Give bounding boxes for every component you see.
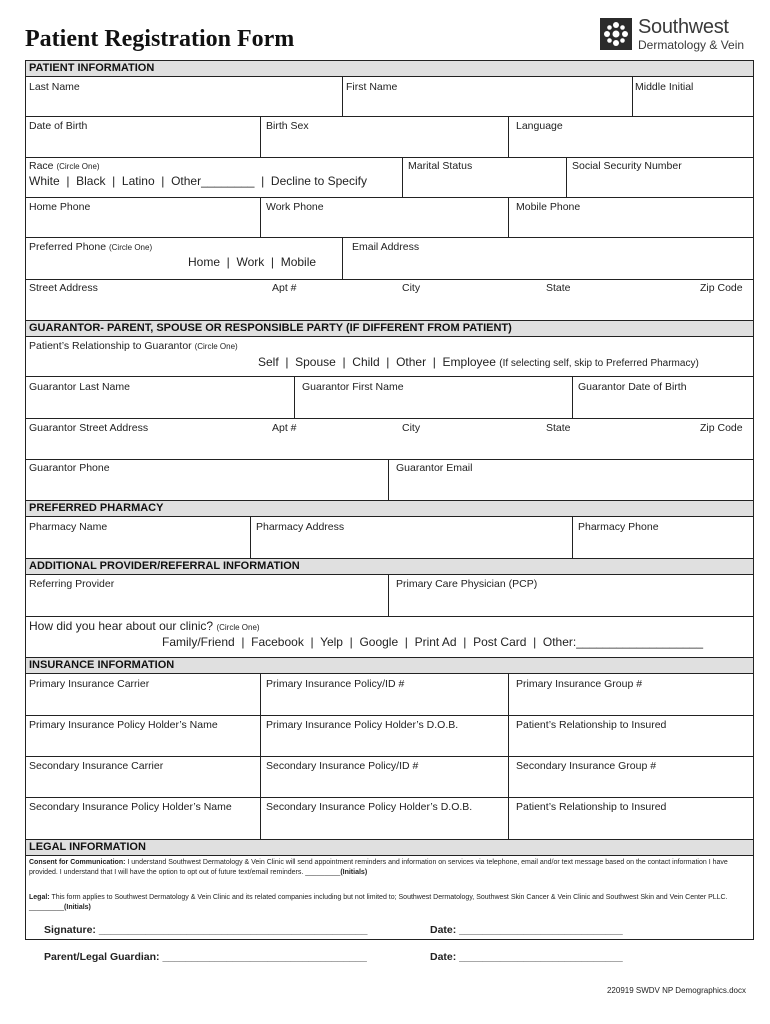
race-note: (Circle One) <box>56 162 100 171</box>
guarantor-phone-field[interactable]: Guarantor Phone <box>29 462 110 474</box>
preferred-phone-text: Preferred Phone <box>29 241 107 253</box>
pcp-field[interactable]: Primary Care Physician (PCP) <box>396 578 538 590</box>
consent-label: Consent for Communication: <box>29 859 126 866</box>
section-referral: ADDITIONAL PROVIDER/REFERRAL INFORMATION <box>26 559 753 574</box>
guarantor-street-field[interactable]: Guarantor Street Address <box>29 422 149 434</box>
home-phone-field[interactable]: Home Phone <box>29 201 91 213</box>
legal-label: Legal: <box>29 894 50 901</box>
section-guarantor: GUARANTOR- PARENT, SPOUSE OR RESPONSIBLE PARTY (IF DIFFERENT FROM PATIENT) <box>26 321 753 336</box>
apt-field[interactable]: Apt # <box>272 282 297 294</box>
guarantor-dob-field[interactable]: Guarantor Date of Birth <box>578 381 687 393</box>
pharmacy-phone-field[interactable]: Pharmacy Phone <box>578 521 659 533</box>
guardian-date-line[interactable]: Date: ____________________________ <box>430 951 623 963</box>
consent-body: I understand Southwest Dermatology & Vein Clinic will send appointment reminders and information on services via telephone, email and/or text message based on the contact information I have provided. I understand that I will have the option to opt out of future text/email reminders. _________ <box>29 859 728 876</box>
marital-status-field[interactable]: Marital Status <box>408 160 473 172</box>
secondary-group-field[interactable]: Secondary Insurance Group # <box>516 760 657 772</box>
relationship-note: (Circle One) <box>194 342 238 351</box>
section-legal: LEGAL INFORMATION <box>26 840 753 855</box>
brand-logo <box>598 16 758 56</box>
pharmacy-address-field[interactable]: Pharmacy Address <box>256 521 345 533</box>
relationship-options[interactable] <box>258 356 699 370</box>
brand-name: Southwest <box>638 16 729 38</box>
guarantor-city-field[interactable]: City <box>402 422 421 434</box>
preferred-phone-options[interactable]: Home | Work | Mobile <box>188 255 317 269</box>
referring-provider-field[interactable]: Referring Provider <box>29 578 115 590</box>
logo-mark-icon <box>600 18 632 50</box>
hear-about-note: (Circle One) <box>216 623 260 632</box>
primary-policy-field[interactable]: Primary Insurance Policy/ID # <box>266 678 405 690</box>
secondary-relationship-field[interactable]: Patient’s Relationship to Insured <box>516 801 667 813</box>
guarantor-apt-field[interactable]: Apt # <box>272 422 297 434</box>
consent-text <box>29 858 749 878</box>
hear-about-text: How did you hear about our clinic? <box>29 619 214 633</box>
zip-code-field[interactable]: Zip Code <box>700 282 743 294</box>
primary-group-field[interactable]: Primary Insurance Group # <box>516 678 643 690</box>
guarantor-last-name-field[interactable]: Guarantor Last Name <box>29 381 130 393</box>
pharmacy-name-field[interactable]: Pharmacy Name <box>29 521 108 533</box>
primary-holder-dob-field[interactable]: Primary Insurance Policy Holder’s D.O.B. <box>266 719 459 731</box>
document-footer: 220919 SWDV NP Demographics.docx <box>606 986 746 995</box>
language-field[interactable]: Language <box>516 120 563 132</box>
hear-about-label <box>29 620 260 634</box>
section-patient-information: PATIENT INFORMATION <box>26 61 753 76</box>
registration-form <box>25 60 754 940</box>
preferred-phone-note: (Circle One) <box>108 243 153 252</box>
legal-text <box>29 893 749 913</box>
secondary-carrier-field[interactable]: Secondary Insurance Carrier <box>29 760 164 772</box>
legal-body: This form applies to Southwest Dermatology & Vein Clinic and its related companies including but not limited to; Southwest Dermatology, Southwest Skin Cancer & Vein Clinic and Southwest Skin and Vein Center PLLC. _________ <box>29 894 728 911</box>
race-label <box>29 160 100 173</box>
birth-sex-field[interactable]: Birth Sex <box>266 120 309 132</box>
work-phone-field[interactable]: Work Phone <box>266 201 324 213</box>
ssn-field[interactable]: Social Security Number <box>572 160 682 172</box>
page-title: Patient Registration Form <box>25 26 295 52</box>
hear-about-options[interactable]: Family/Friend | Facebook | Yelp | Google | Print Ad | Post Card | Other:___________________ <box>162 635 704 649</box>
middle-initial-field[interactable]: Middle Initial <box>635 81 694 93</box>
guarantor-first-name-field[interactable]: Guarantor First Name <box>302 381 404 393</box>
section-insurance: INSURANCE INFORMATION <box>26 658 753 673</box>
guarantor-email-field[interactable]: Guarantor Email <box>396 462 473 474</box>
email-field[interactable]: Email Address <box>352 241 420 253</box>
state-field[interactable]: State <box>546 282 571 294</box>
brand-subtitle: Dermatology & Vein <box>638 38 745 52</box>
relationship-label <box>29 340 238 353</box>
signature-date-line[interactable]: Date: ____________________________ <box>430 924 623 936</box>
street-address-field[interactable]: Street Address <box>29 282 98 294</box>
city-field[interactable]: City <box>402 282 421 294</box>
primary-carrier-field[interactable]: Primary Insurance Carrier <box>29 678 150 690</box>
secondary-holder-field[interactable]: Secondary Insurance Policy Holder’s Name <box>29 801 232 813</box>
secondary-holder-dob-field[interactable]: Secondary Insurance Policy Holder’s D.O.B. <box>266 801 473 813</box>
signature-line[interactable]: Signature: ______________________________________________ <box>44 924 368 936</box>
relationship-hint: (If selecting self, skip to Preferred Pharmacy) <box>499 358 699 369</box>
section-preferred-pharmacy: PREFERRED PHARMACY <box>26 501 753 516</box>
first-name-field[interactable]: First Name <box>346 81 398 93</box>
legal-initials[interactable]: (Initials) <box>64 904 91 911</box>
secondary-policy-field[interactable]: Secondary Insurance Policy/ID # <box>266 760 419 772</box>
guardian-signature-line[interactable]: Parent/Legal Guardian: ___________________________________ <box>44 951 367 963</box>
race-options[interactable]: White | Black | Latino | Other________ | Decline to Specify <box>29 174 367 188</box>
mobile-phone-field[interactable]: Mobile Phone <box>516 201 581 213</box>
last-name-field[interactable]: Last Name <box>29 81 80 93</box>
preferred-phone-label <box>29 241 152 254</box>
guarantor-state-field[interactable]: State <box>546 422 571 434</box>
guarantor-zip-field[interactable]: Zip Code <box>700 422 743 434</box>
primary-holder-field[interactable]: Primary Insurance Policy Holder’s Name <box>29 719 218 731</box>
primary-relationship-field[interactable]: Patient’s Relationship to Insured <box>516 719 667 731</box>
relationship-options-text: Self | Spouse | Child | Other | Employee <box>258 355 496 369</box>
dob-field[interactable]: Date of Birth <box>29 120 88 132</box>
consent-initials[interactable]: (Initials) <box>340 869 368 876</box>
relationship-label-text: Patient’s Relationship to Guarantor <box>29 340 192 352</box>
race-label-text: Race <box>29 160 54 172</box>
